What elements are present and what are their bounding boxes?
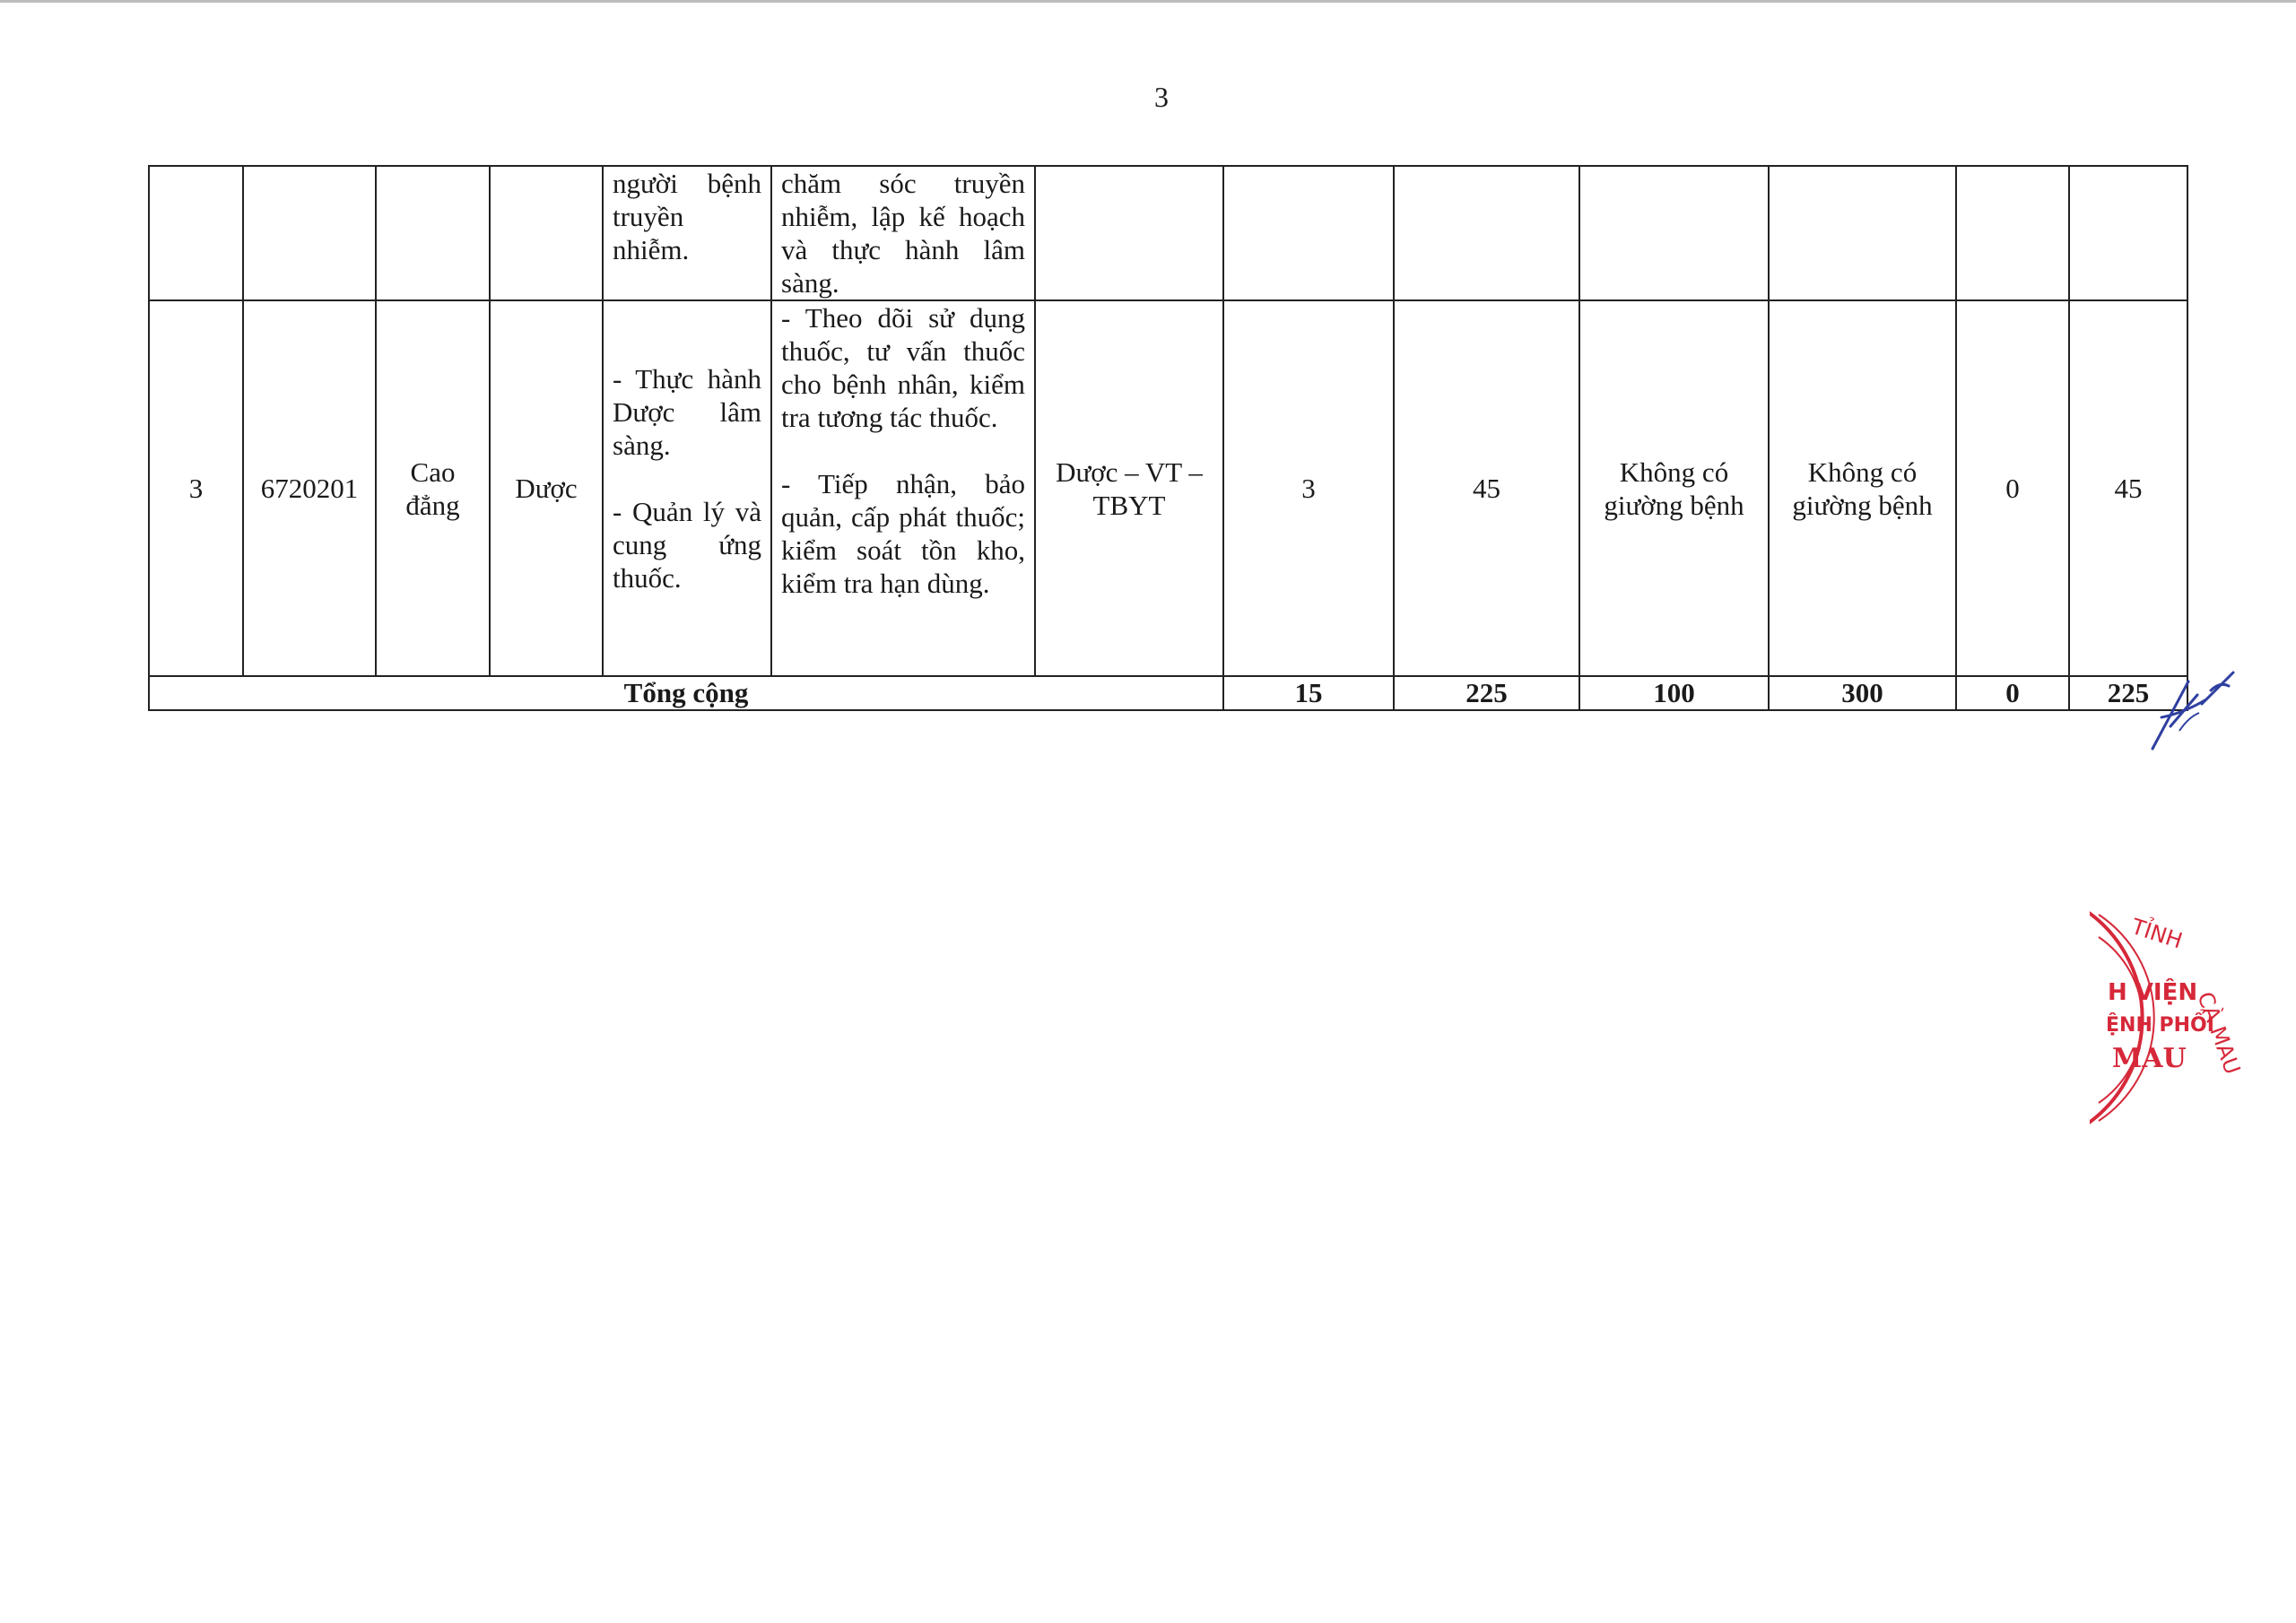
total-cell: 225 xyxy=(2069,676,2187,710)
table-cell xyxy=(1579,166,1769,300)
table-cell xyxy=(2069,166,2187,300)
content-cell: người bệnh truyền nhiễm. xyxy=(603,166,771,300)
svg-text:MAU: MAU xyxy=(2112,1043,2187,1074)
value-cell: 45 xyxy=(1394,300,1579,676)
scan-top-edge xyxy=(0,0,2296,3)
table-cell xyxy=(1394,166,1579,300)
table-cell xyxy=(1769,166,1956,300)
training-table xyxy=(148,165,2188,711)
svg-text:TỈNH: TỈNH xyxy=(2128,914,2186,954)
official-stamp xyxy=(2090,888,2269,1148)
svg-text:H VIỆN: H VIỆN xyxy=(2108,979,2198,1006)
total-row xyxy=(149,676,2187,710)
bed-cell: Không có giường bệnh xyxy=(1769,300,1956,676)
svg-text:CÀ MAU: CÀ MAU xyxy=(2192,988,2246,1078)
table-cell xyxy=(1035,166,1223,300)
total-cell: 300 xyxy=(1769,676,1956,710)
table-cell xyxy=(243,166,376,300)
value-cell: 45 xyxy=(2069,300,2187,676)
department-cell: Dược – VT – TBYT xyxy=(1035,300,1223,676)
signature-mark xyxy=(2135,664,2242,771)
code-cell: 6720201 xyxy=(243,300,376,676)
total-cell: 0 xyxy=(1956,676,2069,710)
task-cell: - Theo dõi sử dụng thuốc, tư vấn thuốc cho bệnh nhân, kiểm tra tương tác thuốc. - Tiếp nhận, bảo quản, cấp phát thuốc; kiểm soát tồn kho, kiểm tra hạn dùng. xyxy=(771,300,1035,676)
table-cell xyxy=(149,166,243,300)
level-cell: Cao đẳng xyxy=(376,300,490,676)
total-cell: 225 xyxy=(1394,676,1579,710)
page-number: 3 xyxy=(1154,81,1169,113)
table-row xyxy=(149,300,2187,676)
total-cell: 100 xyxy=(1579,676,1769,710)
table-cell xyxy=(1956,166,2069,300)
stt-cell: 3 xyxy=(149,300,243,676)
total-label: Tổng cộng xyxy=(149,676,1223,710)
table-row xyxy=(149,166,2187,300)
bed-cell: Không có giường bệnh xyxy=(1579,300,1769,676)
table-cell xyxy=(490,166,603,300)
major-cell: Dược xyxy=(490,300,603,676)
table-cell xyxy=(376,166,490,300)
content-cell: - Thực hành Dược lâm sàng. - Quản lý và cung ứng thuốc. xyxy=(603,300,771,676)
total-cell: 15 xyxy=(1223,676,1394,710)
table-cell xyxy=(1223,166,1394,300)
value-cell: 3 xyxy=(1223,300,1394,676)
svg-text:ỆNH PHỔI: ỆNH PHỔI xyxy=(2106,1014,2214,1037)
value-cell: 0 xyxy=(1956,300,2069,676)
task-cell: chăm sóc truyền nhiễm, lập kế hoạch và thực hành lâm sàng. xyxy=(771,166,1035,300)
